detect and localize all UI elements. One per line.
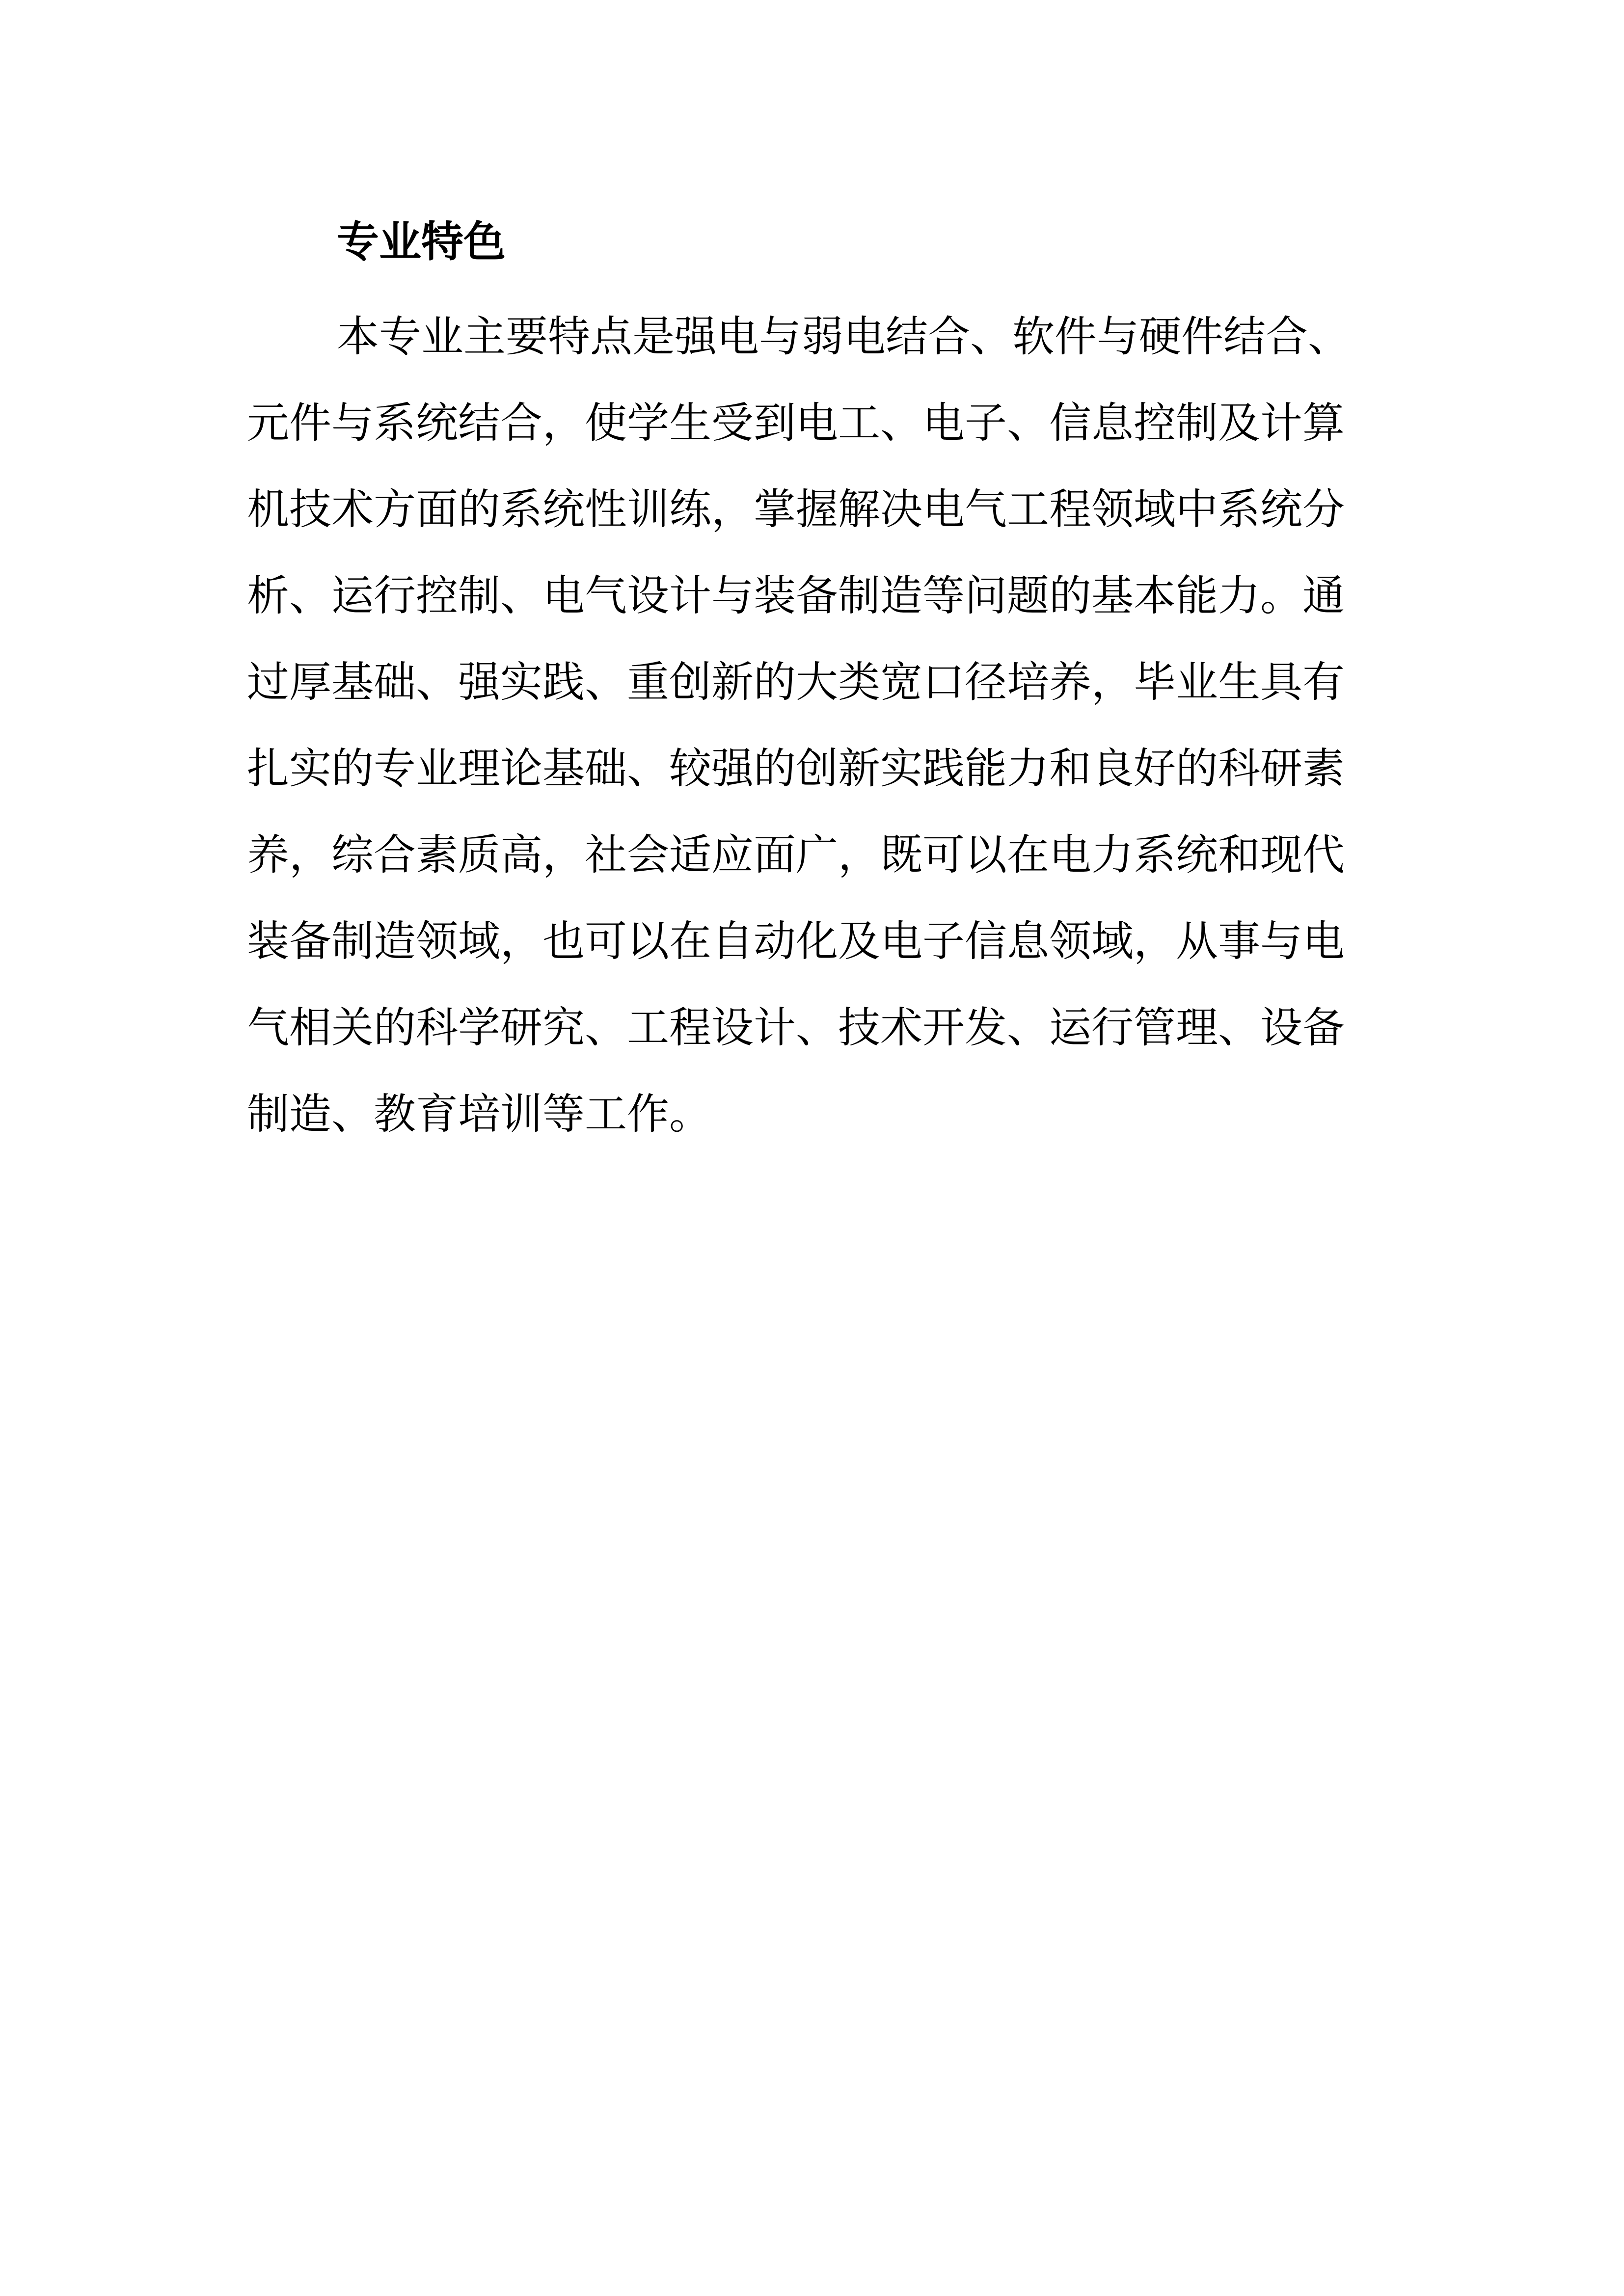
section-paragraph	[247, 294, 1435, 1157]
section-heading: 专业特色	[337, 217, 506, 267]
paragraph-line: 气相关的科学研究、工程设计、技术开发、运行管理、设备	[247, 1003, 1345, 1052]
paragraph-line: 本专业主要特点是强电与弱电结合、软件与硬件结合、	[337, 312, 1350, 361]
paragraph-line: 装备制造领域，也可以在自动化及电子信息领域，从事与电	[247, 917, 1345, 966]
paragraph-line: 过厚基础、强实践、重创新的大类宽口径培养，毕业生具有	[247, 658, 1345, 707]
paragraph-line: 扎实的专业理论基础、较强的创新实践能力和良好的科研素	[247, 744, 1345, 793]
paragraph-line: 元件与系统结合，使学生受到电工、电子、信息控制及计算	[247, 399, 1345, 448]
paragraph-line: 机技术方面的系统性训练，掌握解决电气工程领域中系统分	[247, 485, 1345, 534]
paragraph-line: 制造、教育培训等工作。	[247, 1090, 711, 1139]
paragraph-line: 析、运行控制、电气设计与装备制造等问题的基本能力。通	[247, 571, 1345, 620]
paragraph-line: 养，综合素质高，社会适应面广，既可以在电力系统和现代	[247, 830, 1345, 880]
